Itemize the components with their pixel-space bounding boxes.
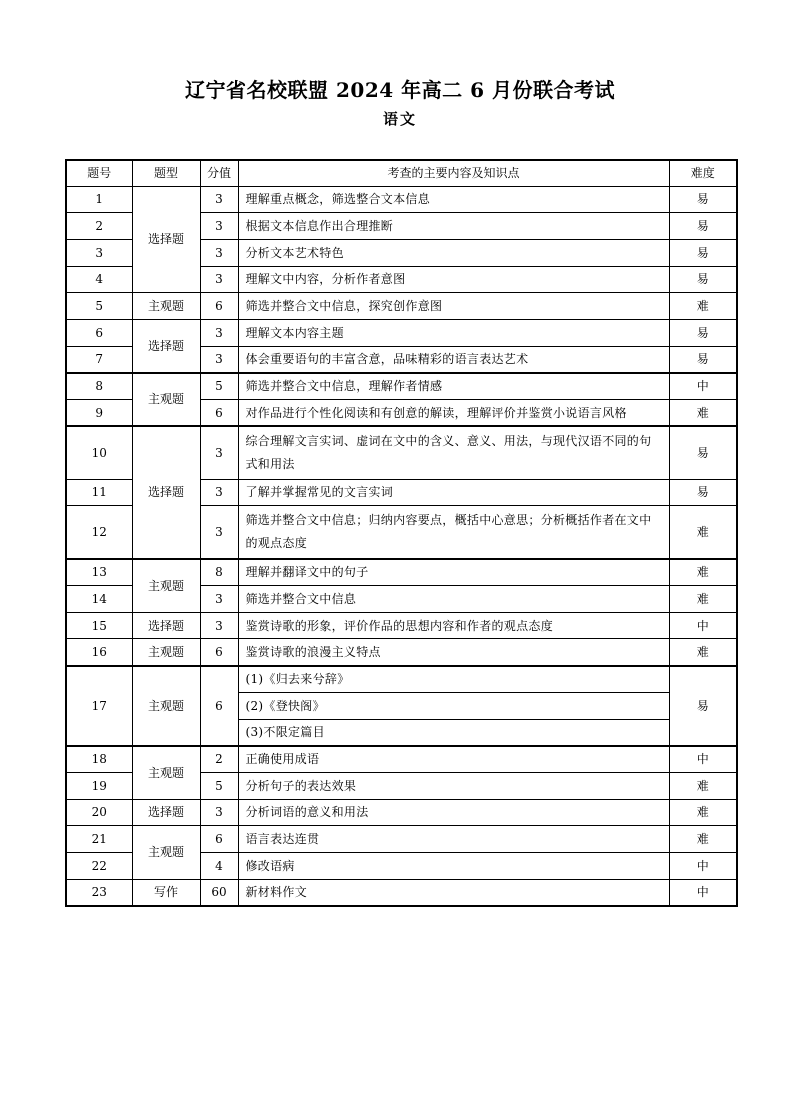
- question-difficulty: 难: [669, 772, 737, 799]
- question-number: 22: [66, 852, 132, 879]
- table-row: [66, 826, 737, 853]
- question-content: 新材料作文: [238, 879, 669, 906]
- question-subitem: (2)《登快阁》: [238, 692, 669, 719]
- question-difficulty: 中: [669, 746, 737, 773]
- question-number: 7: [66, 346, 132, 373]
- question-type: 主观题: [132, 639, 200, 666]
- question-type: 主观题: [132, 373, 200, 426]
- question-score: 3: [200, 479, 238, 506]
- table-row: [66, 559, 737, 586]
- question-difficulty: 易: [669, 479, 737, 506]
- question-difficulty: 中: [669, 879, 737, 906]
- question-subitem: (1)《归去来兮辞》: [238, 666, 669, 693]
- table-row: [66, 799, 737, 826]
- question-number: 16: [66, 639, 132, 666]
- table-row: [66, 879, 737, 906]
- question-number: 2: [66, 213, 132, 240]
- table-row: [66, 426, 737, 479]
- question-content: 语言表达连贯: [238, 826, 669, 853]
- question-score: 3: [200, 426, 238, 479]
- question-score: 3: [200, 239, 238, 266]
- question-score: 60: [200, 879, 238, 906]
- question-content: 筛选并整合文中信息: [238, 586, 669, 613]
- question-type: 主观题: [132, 826, 200, 879]
- question-number: 6: [66, 319, 132, 346]
- question-content: 分析句子的表达效果: [238, 772, 669, 799]
- question-type: 主观题: [132, 666, 200, 746]
- question-difficulty: 中: [669, 852, 737, 879]
- question-content: 鉴赏诗歌的浪漫主义特点: [238, 639, 669, 666]
- question-number: 15: [66, 612, 132, 639]
- question-content: 鉴赏诗歌的形象，评价作品的思想内容和作者的观点态度: [238, 612, 669, 639]
- question-number: 8: [66, 373, 132, 400]
- question-number: 18: [66, 746, 132, 773]
- question-score: 6: [200, 666, 238, 746]
- subject-title: 语文: [382, 110, 417, 128]
- question-content: 分析文本艺术特色: [238, 239, 669, 266]
- question-content: 综合理解文言实词、虚词在文中的含义、意义、用法，与现代汉语不同的句式和用法: [238, 426, 669, 479]
- question-score: 3: [200, 612, 238, 639]
- question-score: 3: [200, 319, 238, 346]
- table-row: [66, 666, 737, 693]
- question-type: 选择题: [132, 426, 200, 559]
- question-number: 19: [66, 772, 132, 799]
- question-score: 6: [200, 639, 238, 666]
- question-score: 5: [200, 373, 238, 400]
- question-score: 3: [200, 506, 238, 559]
- question-number: 20: [66, 799, 132, 826]
- question-difficulty: 易: [669, 426, 737, 479]
- question-score: 3: [200, 266, 238, 293]
- question-difficulty: 易: [669, 666, 737, 746]
- question-content: 了解并掌握常见的文言实词: [238, 479, 669, 506]
- question-number: 17: [66, 666, 132, 746]
- header-num: 题号: [66, 160, 132, 186]
- header-content: 考查的主要内容及知识点: [238, 160, 669, 186]
- question-subitem: (3)不限定篇目: [238, 719, 669, 746]
- question-difficulty: 易: [669, 239, 737, 266]
- question-content: 筛选并整合文中信息；归纳内容要点，概括中心意思；分析概括作者在文中的观点态度: [238, 506, 669, 559]
- question-content: 修改语病: [238, 852, 669, 879]
- question-difficulty: 难: [669, 400, 737, 427]
- question-difficulty: 难: [669, 559, 737, 586]
- question-type: 主观题: [132, 293, 200, 320]
- question-score: 5: [200, 772, 238, 799]
- question-difficulty: 难: [669, 639, 737, 666]
- question-difficulty: 难: [669, 293, 737, 320]
- question-number: 9: [66, 400, 132, 427]
- table-row: [66, 639, 737, 666]
- question-score: 3: [200, 213, 238, 240]
- table-row: [66, 293, 737, 320]
- question-difficulty: 易: [669, 266, 737, 293]
- question-score: 3: [200, 186, 238, 213]
- table-row: [66, 186, 737, 213]
- question-difficulty: 难: [669, 799, 737, 826]
- question-number: 13: [66, 559, 132, 586]
- question-content: 理解文本内容主题: [238, 319, 669, 346]
- question-difficulty: 易: [669, 186, 737, 213]
- table-row: [66, 319, 737, 346]
- question-difficulty: 难: [669, 586, 737, 613]
- header-difficulty: 难度: [669, 160, 737, 186]
- question-number: 1: [66, 186, 132, 213]
- question-content: 体会重要语句的丰富含意，品味精彩的语言表达艺术: [238, 346, 669, 373]
- document-title: 辽宁省名校联盟 2024 年高二 6 月份联合考试: [185, 78, 615, 102]
- question-difficulty: 难: [669, 826, 737, 853]
- question-number: 12: [66, 506, 132, 559]
- question-type: 主观题: [132, 746, 200, 799]
- question-difficulty: 中: [669, 612, 737, 639]
- question-type: 写作: [132, 879, 200, 906]
- question-difficulty: 易: [669, 319, 737, 346]
- question-score: 3: [200, 799, 238, 826]
- question-content: 分析词语的意义和用法: [238, 799, 669, 826]
- question-number: 3: [66, 239, 132, 266]
- question-score: 2: [200, 746, 238, 773]
- question-score: 3: [200, 346, 238, 373]
- table-row: [66, 746, 737, 773]
- question-score: 3: [200, 586, 238, 613]
- question-content: 对作品进行个性化阅读和有创意的解读，理解评价并鉴赏小说语言风格: [238, 400, 669, 427]
- question-number: 14: [66, 586, 132, 613]
- exam-spec-table: [65, 159, 738, 907]
- question-number: 4: [66, 266, 132, 293]
- question-type: 选择题: [132, 186, 200, 293]
- question-content: 理解重点概念，筛选整合文本信息: [238, 186, 669, 213]
- question-number: 23: [66, 879, 132, 906]
- header-type: 题型: [132, 160, 200, 186]
- question-score: 6: [200, 293, 238, 320]
- table-row: [66, 612, 737, 639]
- question-score: 8: [200, 559, 238, 586]
- question-content: 理解并翻译文中的句子: [238, 559, 669, 586]
- question-difficulty: 易: [669, 346, 737, 373]
- question-type: 选择题: [132, 612, 200, 639]
- question-difficulty: 中: [669, 373, 737, 400]
- question-content: 根据文本信息作出合理推断: [238, 213, 669, 240]
- table-header-row: [66, 160, 737, 186]
- question-number: 21: [66, 826, 132, 853]
- question-score: 4: [200, 852, 238, 879]
- question-score: 6: [200, 826, 238, 853]
- question-number: 11: [66, 479, 132, 506]
- question-type: 选择题: [132, 799, 200, 826]
- question-content: 理解文中内容，分析作者意图: [238, 266, 669, 293]
- question-type: 选择题: [132, 319, 200, 372]
- question-difficulty: 易: [669, 213, 737, 240]
- question-type: 主观题: [132, 559, 200, 612]
- table-row: [66, 373, 737, 400]
- question-score: 6: [200, 400, 238, 427]
- question-content: 筛选并整合文中信息，理解作者情感: [238, 373, 669, 400]
- header-score: 分值: [200, 160, 238, 186]
- question-number: 5: [66, 293, 132, 320]
- question-number: 10: [66, 426, 132, 479]
- question-difficulty: 难: [669, 506, 737, 559]
- question-content: 正确使用成语: [238, 746, 669, 773]
- question-content: 筛选并整合文中信息，探究创作意图: [238, 293, 669, 320]
